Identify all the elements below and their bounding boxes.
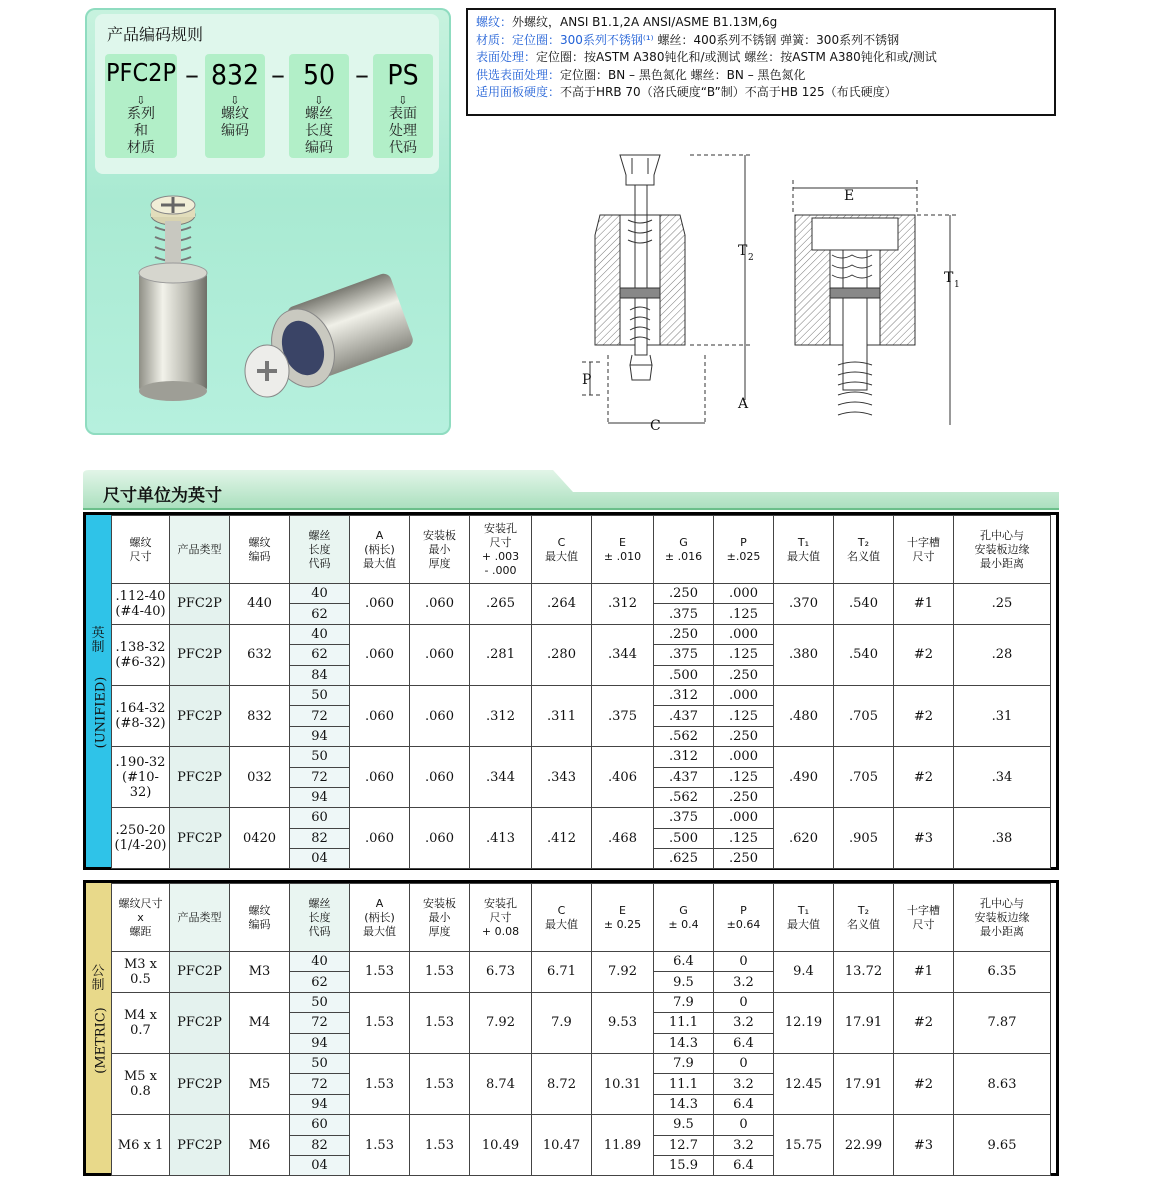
thread-code-cell: 032 [230,747,290,808]
p-value-cell: 0 [714,1115,774,1135]
column-header: 十字槽 尺寸 [894,884,954,952]
length-code-cell: 62 [290,604,350,624]
thread-code-cell: M5 [230,1053,290,1114]
code-finish-label: 表面 处理 代码 [389,106,417,156]
metric-table [111,883,1051,1176]
p-value-cell: .250 [714,726,774,746]
thread-size-cell: M6 x 1 [112,1115,170,1176]
hole-size-cell: .265 [470,584,532,625]
down-arrow-icon: ⇩ [314,94,324,107]
t2-value-cell: .705 [834,685,894,746]
a-value-cell: .060 [350,584,410,625]
svg-text:1: 1 [954,280,960,290]
column-header: T₂ 名义值 [834,884,894,952]
c-value-cell: 8.72 [532,1053,592,1114]
spec-panel-hardness: 适用面板硬度：不高于HRB 70（洛氏硬度“B”制）不高于HB 125（布氏硬度） [476,85,897,99]
column-header: G ± 0.4 [654,884,714,952]
length-code-cell: 72 [290,767,350,787]
thread-code-cell: 632 [230,624,290,685]
thread-size-cell: .112-40 (#4-40) [112,584,170,625]
length-code-cell: 72 [290,1013,350,1033]
e-value-cell: .468 [592,808,654,869]
recess-size-cell: #1 [894,952,954,993]
column-header: P ±0.64 [714,884,774,952]
hole-size-cell: .312 [470,685,532,746]
p-value-cell: .125 [714,706,774,726]
recess-size-cell: #3 [894,808,954,869]
product-type-cell: PFC2P [170,992,230,1053]
p-value-cell: 6.4 [714,1094,774,1114]
g-value-cell: 6.4 [654,952,714,972]
g-value-cell: 12.7 [654,1135,714,1155]
t1-value-cell: .480 [774,685,834,746]
t1-value-cell: .490 [774,747,834,808]
min-sheet-cell: 1.53 [410,1115,470,1176]
length-code-cell: 62 [290,972,350,992]
edge-distance-cell: 8.63 [954,1053,1051,1114]
column-header: 产品类型 [170,516,230,584]
product-type-cell: PFC2P [170,808,230,869]
spec-finish: 表面处理：定位圈：按ASTM A380钝化和/或测试 螺丝：按ASTM A380钝化和或/测试 [476,50,937,64]
material-spec-box [466,8,1056,116]
p-value-cell: 3.2 [714,1074,774,1094]
c-value-cell: .280 [532,624,592,685]
c-value-cell: .264 [532,584,592,625]
recess-size-cell: #3 [894,1115,954,1176]
column-header: 安装孔 尺寸 + .003 - .000 [470,516,532,584]
c-value-cell: 6.71 [532,952,592,993]
thread-code-cell: 0420 [230,808,290,869]
g-value-cell: .500 [654,665,714,685]
column-header: T₁ 最大值 [774,884,834,952]
edge-distance-cell: .34 [954,747,1051,808]
p-value-cell: 0 [714,952,774,972]
code-dash: – [355,58,369,91]
g-value-cell: 11.1 [654,1013,714,1033]
p-value-cell: 3.2 [714,1013,774,1033]
code-length-value: 50 [302,58,336,91]
e-value-cell: 11.89 [592,1115,654,1176]
g-value-cell: .312 [654,747,714,767]
product-type-cell: PFC2P [170,685,230,746]
table-row [112,747,1051,767]
thread-size-cell: M3 x 0.5 [112,952,170,993]
e-value-cell: .312 [592,584,654,625]
code-length-label: 螺丝 长度 编码 [305,106,333,156]
t1-value-cell: .380 [774,624,834,685]
a-value-cell: 1.53 [350,1115,410,1176]
length-code-cell: 50 [290,1053,350,1073]
thread-code-cell: M6 [230,1115,290,1176]
metric-side-label: 公 制 (METRIC) [86,883,111,1173]
length-code-cell: 84 [290,665,350,685]
t2-value-cell: .540 [834,584,894,625]
code-finish-value: PS [387,58,419,91]
unified-table [111,515,1051,869]
code-series-label: 系列 和 材质 [127,106,155,156]
thread-size-cell: .138-32 (#6-32) [112,624,170,685]
e-value-cell: .406 [592,747,654,808]
p-value-cell: .000 [714,584,774,604]
p-value-cell: .000 [714,747,774,767]
column-header: C 最大值 [532,516,592,584]
column-header: 螺丝 长度 代码 [290,884,350,952]
g-value-cell: .437 [654,706,714,726]
product-type-cell: PFC2P [170,624,230,685]
length-code-cell: 94 [290,1094,350,1114]
table-row [112,584,1051,604]
dim-label-e: E [844,188,855,204]
t2-value-cell: 13.72 [834,952,894,993]
a-value-cell: .060 [350,624,410,685]
t1-value-cell: 12.45 [774,1053,834,1114]
column-header: 安装板 最小 厚度 [410,884,470,952]
column-header: P ±.025 [714,516,774,584]
spec-material: 材质：定位圈：300系列不锈钢⁽¹⁾ 螺丝：400系列不锈钢 弹簧：300系列不锈钢 [476,32,900,47]
metric-dimension-table [83,880,1059,1176]
thread-code-cell: 440 [230,584,290,625]
p-value-cell: .250 [714,787,774,807]
c-value-cell: .343 [532,747,592,808]
e-value-cell: 10.31 [592,1053,654,1114]
column-header: G ± .016 [654,516,714,584]
min-sheet-cell: .060 [410,747,470,808]
edge-distance-cell: 9.65 [954,1115,1051,1176]
length-code-cell: 40 [290,952,350,972]
length-code-cell: 40 [290,624,350,644]
g-value-cell: .437 [654,767,714,787]
product-type-cell: PFC2P [170,1053,230,1114]
c-value-cell: .412 [532,808,592,869]
c-value-cell: .311 [532,685,592,746]
a-value-cell: .060 [350,685,410,746]
t2-value-cell: .540 [834,624,894,685]
product-photo [125,193,415,413]
p-value-cell: 6.4 [714,1155,774,1175]
code-thread-label: 螺纹 编码 [221,106,249,139]
table-row [112,1115,1051,1135]
a-value-cell: .060 [350,808,410,869]
e-value-cell: 9.53 [592,992,654,1053]
edge-distance-cell: .28 [954,624,1051,685]
p-value-cell: 0 [714,1053,774,1073]
t2-value-cell: .905 [834,808,894,869]
part-code-panel [85,8,451,435]
thread-code-cell: 832 [230,685,290,746]
edge-distance-cell: .25 [954,584,1051,625]
p-value-cell: .250 [714,665,774,685]
edge-distance-cell: .31 [954,685,1051,746]
svg-text:2: 2 [748,253,754,263]
column-header: A (柄长) 最大值 [350,884,410,952]
length-code-cell: 72 [290,1074,350,1094]
column-header: 孔中心与 安装板边缘 最小距离 [954,884,1051,952]
g-value-cell: .375 [654,604,714,624]
table-row [112,685,1051,705]
p-value-cell: .125 [714,604,774,624]
t1-value-cell: .370 [774,584,834,625]
p-value-cell: 3.2 [714,972,774,992]
c-value-cell: 7.9 [532,992,592,1053]
g-value-cell: 9.5 [654,1115,714,1135]
column-header: 孔中心与 安装板边缘 最小距离 [954,516,1051,584]
thread-size-cell: .250-20 (1/4-20) [112,808,170,869]
recess-size-cell: #2 [894,685,954,746]
min-sheet-cell: 1.53 [410,1053,470,1114]
column-header: E ± .010 [592,516,654,584]
g-value-cell: 15.9 [654,1155,714,1175]
code-series-value: PFC2P [105,58,177,87]
length-code-cell: 94 [290,787,350,807]
length-code-cell: 60 [290,1115,350,1135]
part-code-title: 产品编码规则 [107,25,204,44]
column-header: 十字槽 尺寸 [894,516,954,584]
t2-value-cell: 17.91 [834,992,894,1053]
column-header: 螺纹尺寸 x 螺距 [112,884,170,952]
table-row [112,952,1051,972]
unified-dimension-table [83,512,1059,870]
down-arrow-icon: ⇩ [398,94,408,107]
code-dash: – [271,58,285,91]
recess-size-cell: #2 [894,747,954,808]
column-header: 螺纹 尺寸 [112,516,170,584]
a-value-cell: .060 [350,747,410,808]
g-value-cell: .562 [654,787,714,807]
length-code-cell: 94 [290,1033,350,1053]
code-dash: – [185,58,199,91]
t1-value-cell: 12.19 [774,992,834,1053]
recess-size-cell: #2 [894,624,954,685]
length-code-cell: 50 [290,685,350,705]
p-value-cell: .000 [714,808,774,828]
dim-label-p: P [582,372,592,388]
p-value-cell: 0 [714,992,774,1012]
technical-drawing [560,140,980,440]
column-header: T₁ 最大值 [774,516,834,584]
g-value-cell: .250 [654,624,714,644]
thread-size-cell: .190-32 (#10-32) [112,747,170,808]
p-value-cell: .250 [714,849,774,869]
hole-size-cell: .281 [470,624,532,685]
recess-size-cell: #2 [894,992,954,1053]
p-value-cell: .125 [714,767,774,787]
column-header: 安装板 最小 厚度 [410,516,470,584]
dim-label-a: A [738,396,749,412]
min-sheet-cell: .060 [410,685,470,746]
table-row [112,808,1051,828]
length-code-cell: 82 [290,828,350,848]
g-value-cell: 7.9 [654,1053,714,1073]
t2-value-cell: 17.91 [834,1053,894,1114]
length-code-cell: 50 [290,992,350,1012]
dim-label-c: C [650,418,661,434]
c-value-cell: 10.47 [532,1115,592,1176]
down-arrow-icon: ⇩ [230,94,240,107]
p-value-cell: .000 [714,685,774,705]
product-type-cell: PFC2P [170,747,230,808]
spec-optional-finish: 供选表面处理：定位圈：BN – 黑色氮化 螺丝：BN – 黑色氮化 [476,67,806,82]
p-value-cell: 6.4 [714,1033,774,1053]
a-value-cell: 1.53 [350,952,410,993]
e-value-cell: 7.92 [592,952,654,993]
code-thread-value: 832 [210,58,260,91]
hole-size-cell: 10.49 [470,1115,532,1176]
a-value-cell: 1.53 [350,1053,410,1114]
a-value-cell: 1.53 [350,992,410,1053]
unit-header-strip [83,470,1059,510]
edge-distance-cell: 7.87 [954,992,1051,1053]
length-code-cell: 04 [290,1155,350,1175]
g-value-cell: 11.1 [654,1074,714,1094]
t2-value-cell: 22.99 [834,1115,894,1176]
dim-label-t1: T [944,270,954,286]
product-type-cell: PFC2P [170,1115,230,1176]
length-code-cell: 60 [290,808,350,828]
e-value-cell: .375 [592,685,654,746]
recess-size-cell: #2 [894,1053,954,1114]
column-header: A (柄长) 最大值 [350,516,410,584]
length-code-cell: 72 [290,706,350,726]
column-header: 安装孔 尺寸 + 0.08 [470,884,532,952]
p-value-cell: 3.2 [714,1135,774,1155]
column-header: 螺纹 编码 [230,516,290,584]
t1-value-cell: 15.75 [774,1115,834,1176]
g-value-cell: 14.3 [654,1033,714,1053]
length-code-cell: 50 [290,747,350,767]
thread-code-cell: M3 [230,952,290,993]
thread-size-cell: M5 x 0.8 [112,1053,170,1114]
p-value-cell: .125 [714,645,774,665]
table-row [112,624,1051,644]
g-value-cell: .375 [654,645,714,665]
hole-size-cell: 8.74 [470,1053,532,1114]
g-value-cell: .375 [654,808,714,828]
t2-value-cell: .705 [834,747,894,808]
dim-label-t2: T [738,243,748,259]
min-sheet-cell: 1.53 [410,952,470,993]
edge-distance-cell: .38 [954,808,1051,869]
table-row [112,992,1051,1012]
min-sheet-cell: .060 [410,808,470,869]
min-sheet-cell: .060 [410,624,470,685]
hole-size-cell: .413 [470,808,532,869]
min-sheet-cell: 1.53 [410,992,470,1053]
column-header: T₂ 名义值 [834,516,894,584]
t1-value-cell: 9.4 [774,952,834,993]
length-code-cell: 82 [290,1135,350,1155]
min-sheet-cell: .060 [410,584,470,625]
thread-size-cell: .164-32 (#8-32) [112,685,170,746]
e-value-cell: .344 [592,624,654,685]
g-value-cell: .625 [654,849,714,869]
length-code-cell: 40 [290,584,350,604]
g-value-cell: .562 [654,726,714,746]
hole-size-cell: 7.92 [470,992,532,1053]
column-header: C 最大值 [532,884,592,952]
table-row [112,1053,1051,1073]
thread-size-cell: M4 x 0.7 [112,992,170,1053]
hole-size-cell: .344 [470,747,532,808]
recess-size-cell: #1 [894,584,954,625]
hole-size-cell: 6.73 [470,952,532,993]
spec-thread: 螺纹：外螺纹，ANSI B1.1,2A ANSI/ASME B1.13M,6g [476,15,778,29]
length-code-cell: 62 [290,645,350,665]
g-value-cell: 7.9 [654,992,714,1012]
column-header: 螺纹 编码 [230,884,290,952]
unit-title: 尺寸单位为英寸 [103,486,222,506]
product-type-cell: PFC2P [170,584,230,625]
down-arrow-icon: ⇩ [136,94,146,107]
t1-value-cell: .620 [774,808,834,869]
g-value-cell: 9.5 [654,972,714,992]
thread-code-cell: M4 [230,992,290,1053]
product-type-cell: PFC2P [170,952,230,993]
column-header: E ± 0.25 [592,884,654,952]
g-value-cell: .500 [654,828,714,848]
edge-distance-cell: 6.35 [954,952,1051,993]
p-value-cell: .125 [714,828,774,848]
p-value-cell: .000 [714,624,774,644]
g-value-cell: 14.3 [654,1094,714,1114]
length-code-cell: 94 [290,726,350,746]
column-header: 螺丝 长度 代码 [290,516,350,584]
g-value-cell: .250 [654,584,714,604]
column-header: 产品类型 [170,884,230,952]
length-code-cell: 04 [290,849,350,869]
unified-side-label: 英 制 (UNIFIED) [86,515,111,867]
g-value-cell: .312 [654,685,714,705]
